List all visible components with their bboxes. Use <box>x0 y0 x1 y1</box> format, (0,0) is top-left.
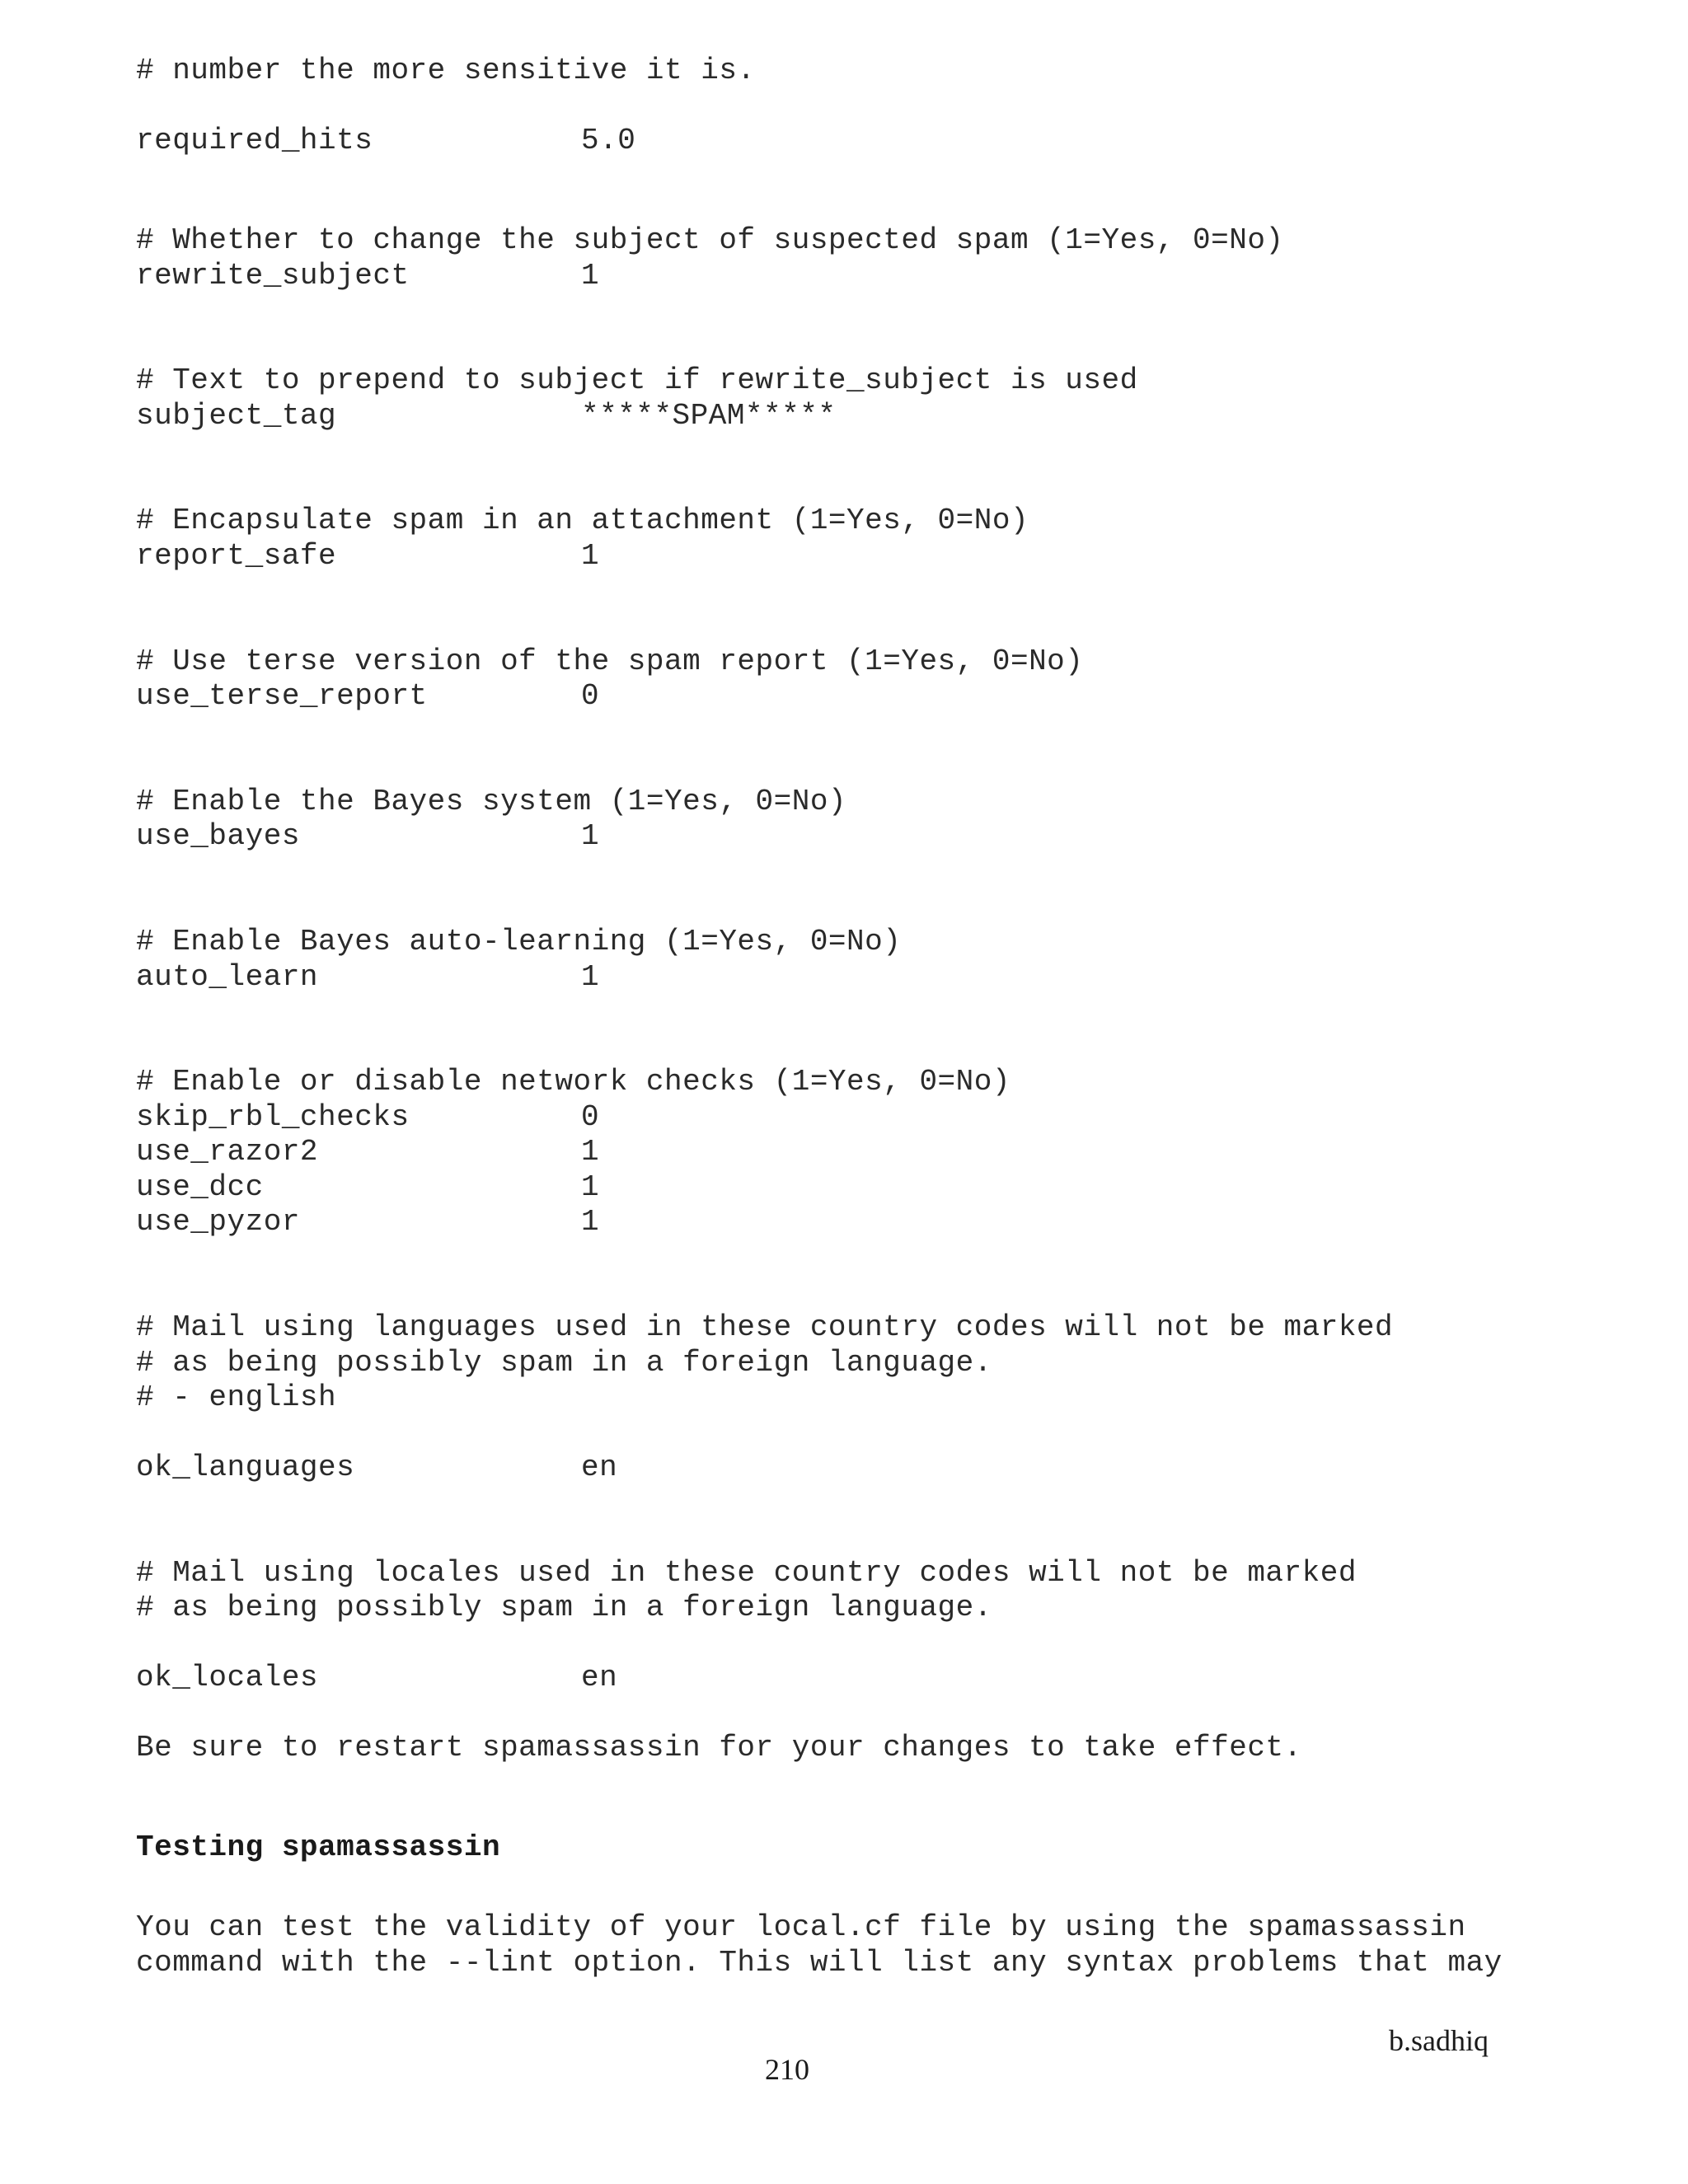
setting-key: use_dcc <box>136 1170 264 1204</box>
setting-key: use_razor2 <box>136 1135 319 1169</box>
config-comment: # number the more sensitive it is. <box>136 54 756 87</box>
setting-key: skip_rbl_checks <box>136 1100 410 1134</box>
setting-value: 0 <box>581 1100 600 1134</box>
config-setting-required-hits <box>136 126 635 156</box>
setting-key: auto_learn <box>136 960 319 994</box>
config-setting-use-dcc <box>136 1170 600 1204</box>
setting-value: 5.0 <box>581 124 636 157</box>
config-comment: # Mail using languages used in these country codes will not be marked <box>136 1310 1394 1344</box>
setting-value: en <box>581 1661 618 1694</box>
config-comment: # Enable the Bayes system (1=Yes, 0=No) <box>136 785 847 818</box>
setting-value: en <box>581 1451 618 1484</box>
setting-key: report_safe <box>136 539 337 573</box>
config-comment: # Use terse version of the spam report (1=Yes, 0=No) <box>136 644 1084 678</box>
config-setting-ok-locales <box>136 1663 617 1693</box>
config-setting-use-razor2 <box>136 1137 599 1167</box>
config-comment: # Enable Bayes auto-learning (1=Yes, 0=No) <box>136 925 902 958</box>
setting-value: 0 <box>581 679 600 713</box>
config-comment: # Enable or disable network checks (1=Yes, 0=No) <box>136 1065 1010 1099</box>
body-paragraph-line: You can test the validity of your local.cf file by using the spamassassin <box>136 1910 1466 1944</box>
setting-value: 1 <box>581 1205 600 1239</box>
setting-value: 1 <box>581 1135 600 1169</box>
config-setting-use-pyzor <box>136 1207 599 1237</box>
setting-key: use_bayes <box>136 819 300 853</box>
config-setting-rewrite-subject <box>136 261 599 291</box>
config-comment: # as being possibly spam in a foreign language. <box>136 1591 992 1624</box>
config-setting-ok-languages <box>136 1453 617 1483</box>
config-comment: # Mail using locales used in these country codes will not be marked <box>136 1556 1357 1590</box>
section-heading: Testing spamassassin <box>136 1830 501 1864</box>
page-number: 210 <box>765 2053 809 2086</box>
config-setting-subject-tag <box>136 401 836 431</box>
setting-key: ok_locales <box>136 1661 319 1694</box>
config-setting-report-safe <box>136 541 599 571</box>
setting-key: rewrite_subject <box>136 259 410 293</box>
setting-key: required_hits <box>136 124 373 157</box>
setting-value: 1 <box>581 539 600 573</box>
setting-value: 1 <box>581 259 600 293</box>
setting-key: subject_tag <box>136 399 337 433</box>
config-setting-auto-learn <box>136 960 600 994</box>
body-paragraph-line: command with the --lint option. This will list any syntax problems that may <box>136 1946 1503 1980</box>
setting-value: 1 <box>581 960 600 994</box>
config-comment: # - english <box>136 1380 337 1414</box>
config-setting-use-terse-report <box>136 679 600 713</box>
setting-value: 1 <box>581 819 600 853</box>
setting-key: use_pyzor <box>136 1205 300 1239</box>
author-footer: b.sadhiq <box>1389 2024 1489 2057</box>
config-setting-skip-rbl-checks <box>136 1100 600 1134</box>
config-comment: # Encapsulate spam in an attachment (1=Yes, 0=No) <box>136 504 1029 537</box>
config-comment: # Text to prepend to subject if rewrite_subject is used <box>136 363 1138 397</box>
setting-value: 1 <box>581 1170 600 1204</box>
setting-key: use_terse_report <box>136 679 428 713</box>
setting-key: ok_languages <box>136 1451 355 1484</box>
restart-note: Be sure to restart spamassassin for your changes to take effect. <box>136 1731 1302 1765</box>
config-comment: # Whether to change the subject of suspected spam (1=Yes, 0=No) <box>136 223 1284 257</box>
config-comment: # as being possibly spam in a foreign language. <box>136 1346 992 1380</box>
setting-value: *****SPAM***** <box>581 399 837 433</box>
config-setting-use-bayes <box>136 819 600 853</box>
